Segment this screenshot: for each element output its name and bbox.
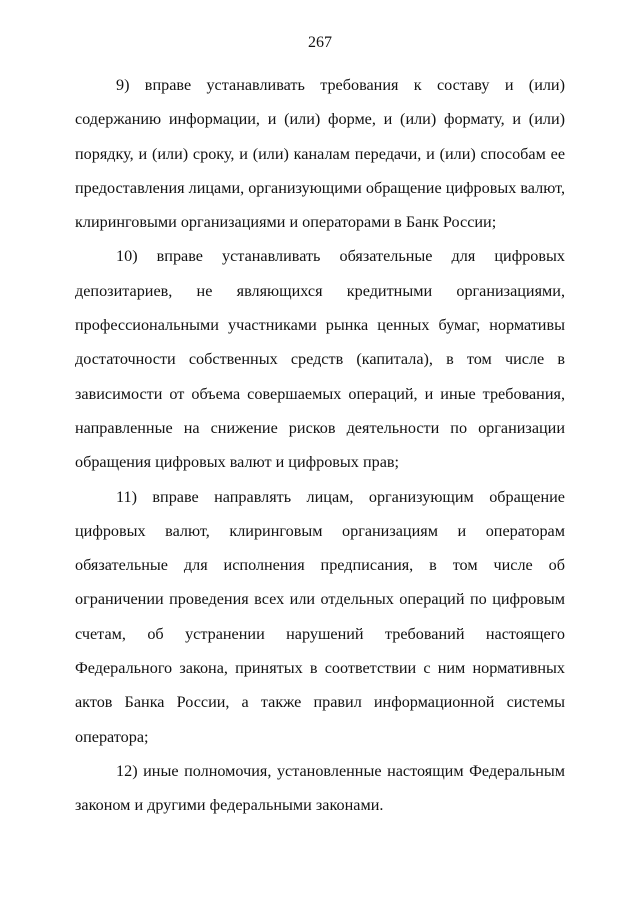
- paragraph-item-9: 9) вправе устанавливать требования к составу и (или) содержанию информации, и (или) форме, и (или) формату, и (или) порядку, и (или) сроку, и (или) каналам передачи, и (или) способам ее предоставления лицами, организующими обращение цифровых валют, клиринговыми организациями и операторами в Банк России;: [75, 76, 565, 232]
- document-body: [75, 68, 565, 823]
- paragraph-item-11: 11) вправе направлять лицам, организующим обращение цифровых валют, клиринговым организациям и операторам обязательные для исполнения предписания, в том числе об ограничении проведения всех или отдельных операций по цифровым счетам, об устранении нарушений требований настоящего Федерального закона, принятых в соответствии с ним нормативных актов Банка России, а также правил информационной системы оператора;: [75, 487, 565, 746]
- paragraph-item-12: 12) иные полномочия, установленные настоящим Федеральным законом и другими федеральными законами.: [75, 761, 565, 815]
- paragraph-item-10: 10) вправе устанавливать обязательные для цифровых депозитариев, не являющихся кредитными организациями, профессиональными участниками рынка ценных бумаг, нормативы достаточности собственных средств (капитала), в том числе в зависимости от объема совершаемых операций, и иные требования, направленные на снижение рисков деятельности по организации обращения цифровых валют и цифровых прав;: [75, 247, 565, 472]
- page-number: 267: [308, 34, 332, 51]
